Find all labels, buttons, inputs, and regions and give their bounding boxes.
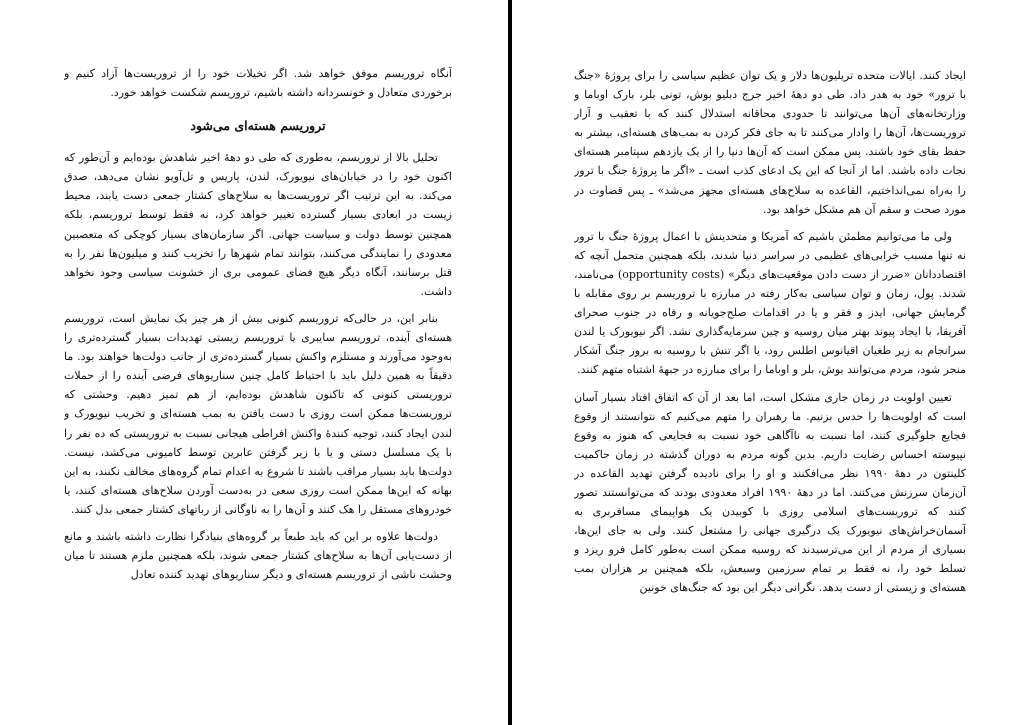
body-paragraph: تحلیل بالا از تروریسم، به‌طوری که طی دو دهۀ اخیر شاهدش بوده‌ایم و آن‌طور که اکنون خود را در خیابان‌های نیویورک، لندن، پاریس و تل‌آویو نشان می‌دهد، صدق می‌کند. به این ترتیب اگر تروریست‌ها به سلاح‌های کشتار جمعی دست یابند، محیط زیست در ابعادی بسیار گسترده تغییر خواهد کرد، نه فقط توسط تروریسم، بلکه همچنین توسط دولت و سیاست جهانی. اگر سازمان‌های بسیار کوچکی که متعصبین معدودی را نمایندگی می‌کنند، بتوانند تمام شهرها را تخریب کنند و میلیون‌ها نفر را به قتل برسانند، آنگاه دیگر هیچ فضای عمومی بری از خشونت سیاسی وجود نخواهد داشت. bbox=[64, 151, 452, 298]
right-page bbox=[512, 0, 1018, 725]
body-paragraph: ایجاد کنند. ایالات متحده تریلیون‌ها دلار و یک توان عظیم سیاسی را برای پروژۀ «جنگ با ترور» خود به هدر داد. طی دو دهۀ اخیر جرج دبلیو بوش، تونی بلر، بارک اوباما و وزارتخانه‌های آن‌ها می‌توانند تا حدودی محاقانه استدلال کنند که با تعقیب و آزار تروریست‌ها، آن‌ها را وادار می‌کنند تا به جای فکر کردن به بمب‌های هسته‌ای، بیشتر به حفظ بقای خود باشند. پس ممکن است که آن‌ها دنیا را از یک یازدهم سپتامبر هسته‌ای نجات داده باشند. اما از آنجا که این یک ادعای کذب است ـ «اگر ما پروژۀ جنگ با ترور را به‌راه نمی‌انداختیم، القاعده به سلاح‌های هسته‌ای مجهز می‌شد» ـ پس قضاوت در مورد صحت و سقم آن هم مشکل خواهد بود. bbox=[574, 69, 966, 216]
intro-paragraph: آنگاه تروریسم موفق خواهد شد. اگر تخیلات خود را از تروریست‌ها آزاد کنیم و برخوردی متعادل و خونسردانه داشته باشیم، تروریسم شکست خواهد خورد. bbox=[64, 67, 452, 100]
left-page bbox=[0, 0, 508, 725]
body-paragraph: ولی ما می‌توانیم مطمئن باشیم که آمریکا و متحدینش با اعمال پروژۀ جنگ با ترور نه تنها مسبب خرابی‌های عظیمی در سراسر دنیا شدند، بلکه همچنین متحمل آنچه که اقتصاددانان «ضرر از دست دادن موقعیت‌های دیگر» (opportunity costs) می‌نامند، شدند. پول، زمان و توان سیاسی به‌کار رفته در مبارزه با تروریسم بر روی مقابله با گرمایش جهانی، ایدز و فقر و یا در اقدامات صلح‌جویانه و رفاه در جنوب صحرای آفریقا، با ایجاد پیوند بهتر میان روسیه و چین سرمایه‌گذاری نشد. اگر نیویورک یا لندن سرانجام به زیر طغیان اقیانوس اطلس رود، یا اگر تنش با روسیه به بروز جنگ آشکار منجر شود، مردم می‌توانند بوش، بلر و اوباما را برای مبارزه در جبهۀ اشتباه متهم کنند. bbox=[574, 229, 966, 377]
right-text-column bbox=[574, 66, 966, 598]
section-heading: تروریسم هسته‌ای می‌شود bbox=[190, 118, 326, 134]
body-paragraph: دولت‌ها علاوه بر این که باید طبعاً بر گروه‌های بنیادگرا نظارت داشته باشند و مانع از دست‌یابی آن‌ها به سلاح‌های کشتار جمعی شوند، بلکه همچنین ملزم هستند تا میان وحشت ناشی از تروریسم هسته‌ای و دیگر سناریوهای تهدید کننده تعادل bbox=[64, 529, 452, 582]
left-text-column bbox=[64, 64, 452, 584]
body-paragraph: بنابر این، در حالی‌که تروریسم کنونی بیش از هر چیز یک نمایش است، تروریسم هسته‌ای آینده، تروریسم سایبری یا تروریسم زیستی تهدیدات بسیار گسترده‌تری را به‌وجود می‌آورند و مستلزم واکنش بسیار گسترده‌تری از جانب دولت‌ها خواهند بود. ما دقیقاً به همین دلیل باید با احتیاط کامل چنین سناریوهای فرضی آینده را از حملات تروریستی کنونی که تاکنون شاهدش بوده‌ایم، از هم تمیز دهیم. وحشتی که تروریست‌ها ممکن است روزی با دست یافتن به بمب هسته‌ای و تخریب نیویورک و لندن ایجاد کنند، توجیه کنندۀ واکنش افراطی هیجانی نسبت به تروریستی که ده نفر را با یک مسلسل دستی و یا با زیر گرفتن عابرین توسط کامیونی می‌کشد، نیست. دولت‌ها باید بسیار مراقب باشند تا شروع به اعدام تمام گروه‌های مخالف نکنند، به این بهانه که این‌ها ممکن است روزی سعی در به‌دست آوردن سلاح‌های هسته‌ای کنند، یا خودروهای مستقل را هک کنند و آن‌ها را به ناوگانی از رباتهای کشتار جمعی بدل کنند. bbox=[64, 311, 452, 516]
body-paragraph: تعیین اولویت در زمان جاری مشکل است، اما بعد از آن که اتفاق افتاد بسیار آسان است که اولویت‌ها را حدس بزنیم. ما رهبران را متهم می‌کنیم که نتوانستند از وقوع فجایع جلوگیری کنند، اما نسبت به ناآگاهی خود نسبت به فجایعی که هنوز به وقوع نپیوسته احساس رضایت داریم. بدین گونه مردم به دوران گذشته در زمان حاکمیت کلینتون در دهۀ ۱۹۹۰ نظر می‌افکنند و او را برای نادیده گرفتن تهدید القاعده در آن‌زمان سرزنش می‌کنند. اما در دهۀ ۱۹۹۰ افراد معدودی بودند که می‌توانستند تصور کنند که تروریست‌های اسلامی روزی با کوبیدن یک هواپیمای مسافربری به آسمان‌خراش‌های نیویورک یک درگیری جهانی را مشتعل کنند. ولی به جای این‌ها، بسیاری از مردم از این می‌ترسیدند که روسیه ممکن است به‌طور کامل فرو ریزد و تسلط خود را، نه فقط بر تمام سرزمین وسیعش، بلکه همچنین بر هزاران بمب هسته‌ای و زیستی از دست بدهد. نگرانی دیگر این بود که جنگ‌های خونین bbox=[574, 390, 966, 595]
